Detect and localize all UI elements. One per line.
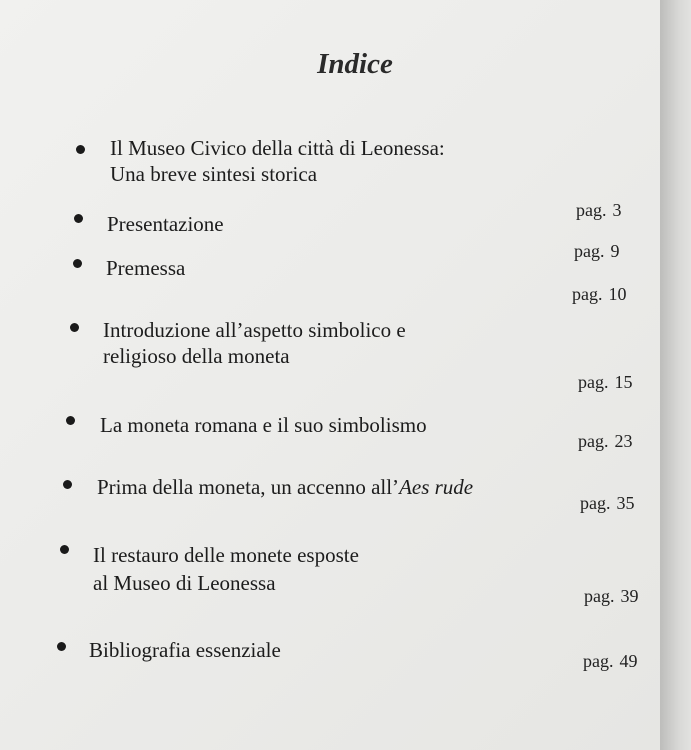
toc-page-ref [574,241,620,262]
bullet-icon [66,416,75,425]
bullet-icon [63,480,72,489]
page-number: 3 [612,200,622,220]
toc-entry-line: Prima della moneta, un accenno all’ [97,475,400,499]
toc-page-ref [580,493,635,514]
page-label: pag. [574,241,605,261]
toc-entry-line: Una breve sintesi storica [110,162,318,186]
bullet-icon [60,545,69,554]
toc-entry-line: Il restauro delle monete esposte [93,543,359,567]
page-label: pag. [578,372,609,392]
toc-entry-title [93,570,276,596]
toc-entry-title [110,161,317,187]
toc-page-ref [578,431,633,452]
toc-page-ref [572,284,627,305]
bullet-icon [74,214,83,223]
page-label: pag. [576,200,607,220]
page-title: Indice [317,48,393,80]
toc-entry-title [100,412,427,438]
page-label: pag. [578,431,609,451]
toc-entry-title [106,255,185,281]
toc-entry-title [103,317,406,343]
page-label: pag. [572,284,603,304]
page-label: pag. [583,651,614,671]
toc-entry-title [103,343,290,369]
page-number: 9 [610,241,620,261]
page-label: pag. [580,493,611,513]
toc-page-ref [584,586,639,607]
page-number: 23 [614,431,633,451]
toc-entry-title [89,637,281,663]
toc-entry-title [107,211,224,237]
page-label: pag. [584,586,615,606]
toc-page-ref [583,651,638,672]
toc-entry-line: Premessa [106,256,186,280]
toc-page-ref [578,372,633,393]
toc-entry-title [110,135,445,161]
page-number: 49 [619,651,638,671]
toc-entry-line: Introduzione all’aspetto simbolico e [103,318,406,342]
toc-entry-line: Presentazione [107,212,224,236]
toc-entry-title [97,474,473,500]
toc-entry-line: Il Museo Civico della città di Leonessa: [110,136,445,160]
page-number: 39 [620,586,639,606]
page-number: 10 [608,284,627,304]
toc-entry-title [93,542,359,568]
toc-entry-line: La moneta romana e il suo simbolismo [100,413,427,437]
page-edge [660,0,691,750]
toc-entry-italic: Aes rude [399,475,474,499]
bullet-icon [73,259,82,268]
toc-entry-line: al Museo di Leonessa [93,571,276,595]
toc-entry-line: Bibliografia essenziale [89,638,281,662]
page-number: 15 [614,372,633,392]
toc-entry-line: religioso della moneta [103,344,290,368]
bullet-icon [76,145,85,154]
bullet-icon [57,642,66,651]
toc-page-ref [576,200,622,221]
bullet-icon [70,323,79,332]
page-number: 35 [616,493,635,513]
